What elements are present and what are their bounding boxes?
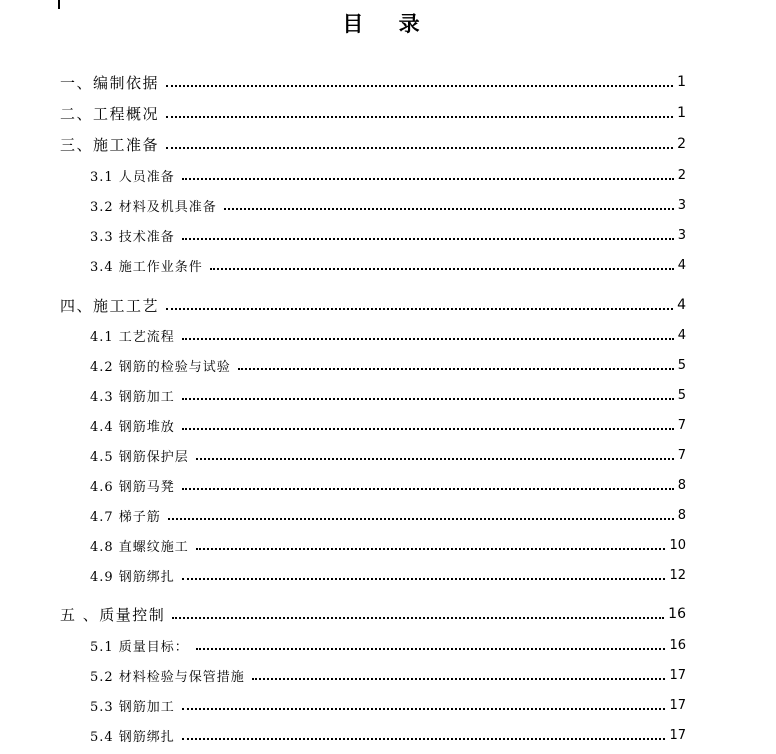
toc-entry-label: 5.1 质量目标： [90,639,189,655]
toc-entry-page-number: 5 [677,357,686,373]
toc-entry-page-number: 1 [677,74,686,90]
toc-dot-leader [166,116,673,118]
toc-entry[interactable] [60,71,686,93]
toc-entry[interactable] [90,324,686,346]
toc-entry-page-number: 10 [669,537,686,553]
toc-entry-page-number: 1 [677,105,686,121]
toc-entry-label: 4.5 钢筋保护层 [90,449,189,465]
toc-dot-leader [182,178,674,180]
toc-entry-page-number: 17 [669,727,686,743]
toc-entry-page-number: 8 [677,477,686,493]
toc-dot-leader [182,578,666,580]
toc-dot-leader [238,368,674,370]
toc-entry-page-number: 16 [668,606,686,622]
toc-entry-page-number: 4 [677,297,686,313]
toc-dot-leader [196,548,666,550]
toc-entry-page-number: 8 [677,507,686,523]
toc-entry-label: 4.1 工艺流程 [90,329,175,345]
toc-entry-label: 5.4 钢筋绑扎 [90,729,175,745]
toc-entry[interactable] [90,444,686,466]
toc-entry[interactable] [90,474,686,496]
toc-dot-leader [252,678,666,680]
toc-entry-label: 4.9 钢筋绑扎 [90,569,175,585]
toc-entry-page-number: 12 [669,567,686,583]
toc-entry[interactable] [90,694,686,716]
toc-entry-label: 四、施工工艺 [60,296,160,315]
toc-entry[interactable] [90,724,686,746]
toc-dot-leader [196,648,666,650]
toc-dot-leader [182,338,674,340]
toc-entry-label: 4.4 钢筋堆放 [90,419,175,435]
toc-entry[interactable] [60,102,686,124]
toc-dot-leader [182,428,674,430]
toc-entry-label: 一、编制依据 [60,73,160,92]
toc-entry-label: 4.8 直螺纹施工 [90,539,189,555]
toc-entry-page-number: 3 [677,197,686,213]
toc-dot-leader [166,85,673,87]
toc-dot-leader [166,308,673,310]
toc-entry-label: 4.3 钢筋加工 [90,389,175,405]
toc-entry-page-number: 17 [669,697,686,713]
toc-entry-page-number: 2 [677,167,686,183]
toc-entry-label: 3.3 技术准备 [90,229,175,245]
toc-entry-page-number: 17 [669,667,686,683]
toc-entry[interactable] [90,534,686,556]
toc-dot-leader [224,208,674,210]
toc-entry[interactable] [60,603,686,625]
toc-entry[interactable] [90,414,686,436]
toc-entry-label: 五 、质量控制 [60,605,166,624]
toc-entry[interactable] [90,254,686,276]
toc-entry[interactable] [90,354,686,376]
toc-entry-label: 二、工程概况 [60,104,160,123]
toc-entry-page-number: 4 [677,257,686,273]
toc-dot-leader [196,458,674,460]
toc-dot-leader [182,398,674,400]
toc-entry[interactable] [90,634,686,656]
toc-entry[interactable] [90,224,686,246]
toc-dot-leader [182,738,666,740]
toc-entry-label: 3.2 材料及机具准备 [90,199,217,215]
toc-entry[interactable] [60,294,686,316]
toc-entry-page-number: 2 [677,136,686,152]
toc-dot-leader [166,147,673,149]
toc-entry[interactable] [90,564,686,586]
toc-entry-page-number: 7 [677,447,686,463]
toc-dot-leader [172,617,664,619]
toc-entry-label: 三、施工准备 [60,135,160,154]
toc-entry[interactable] [90,194,686,216]
toc-entry-page-number: 3 [677,227,686,243]
toc-entry-label: 3.4 施工作业条件 [90,259,203,275]
toc-entry-page-number: 4 [677,327,686,343]
toc-entry-label: 4.7 梯子筋 [90,509,161,525]
toc-dot-leader [182,238,674,240]
toc-entry-label: 5.3 钢筋加工 [90,699,175,715]
toc-entry-page-number: 16 [669,637,686,653]
toc-dot-leader [182,488,674,490]
toc-entry-page-number: 5 [677,387,686,403]
toc-entry[interactable] [90,664,686,686]
toc-dot-leader [210,268,674,270]
toc-dot-leader [182,708,666,710]
toc-entry-label: 5.2 材料检验与保管措施 [90,669,245,685]
toc-dot-leader [168,518,674,520]
toc-entry-label: 4.6 钢筋马凳 [90,479,175,495]
text-cursor [58,0,60,9]
toc-entry[interactable] [90,504,686,526]
toc-entry-label: 3.1 人员准备 [90,169,175,185]
toc-entry[interactable] [60,133,686,155]
toc-entry-label: 4.2 钢筋的检验与试验 [90,359,231,375]
document-title: 目 录 [342,11,434,36]
toc-entry[interactable] [90,164,686,186]
toc-entry[interactable] [90,384,686,406]
toc-entry-page-number: 7 [677,417,686,433]
